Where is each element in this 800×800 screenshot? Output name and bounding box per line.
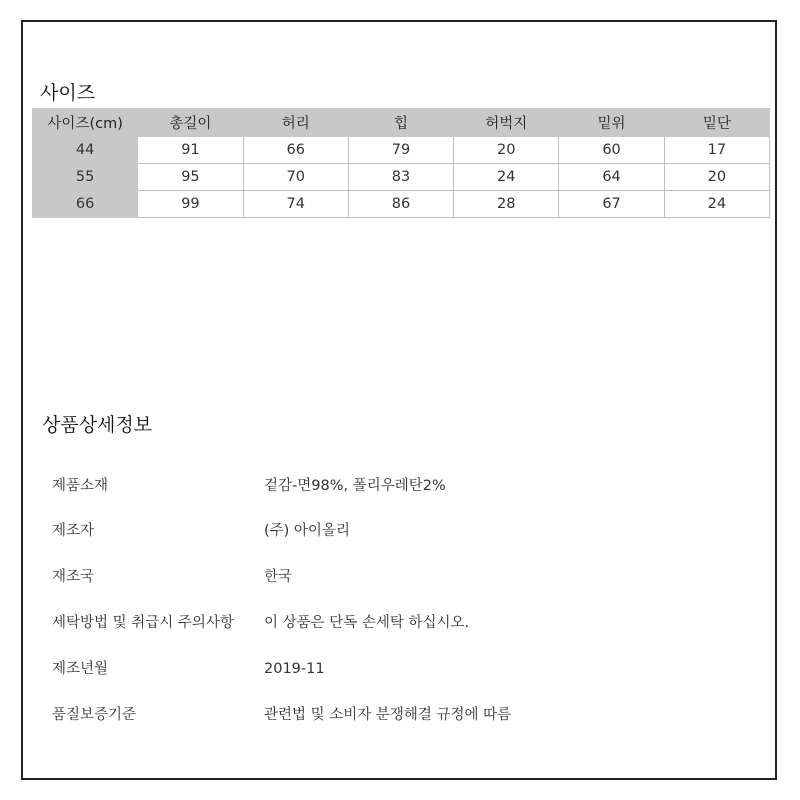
info-label: 제품소재: [52, 478, 109, 494]
table-cell: 74: [243, 191, 348, 218]
table-row: [33, 164, 770, 191]
table-row: [33, 137, 770, 164]
info-row-care: [0, 611, 800, 635]
info-value: 겉감-면98%, 폴리우레탄2%: [264, 478, 446, 494]
table-cell: 24: [664, 191, 769, 218]
table-cell: 20: [454, 137, 559, 164]
table-cell: 64: [559, 164, 664, 191]
table-cell: 66: [243, 137, 348, 164]
size-table: [32, 108, 770, 218]
header-total-length: 총길이: [138, 109, 243, 137]
header-thigh: 허벅지: [454, 109, 559, 137]
table-cell: 17: [664, 137, 769, 164]
size-section-title: 사이즈: [40, 82, 96, 104]
info-value: 관련법 및 소비자 분쟁해결 규정에 따름: [264, 707, 512, 723]
info-value: 한국: [264, 569, 293, 585]
table-cell: 20: [664, 164, 769, 191]
row-size-label: 44: [33, 137, 138, 164]
size-table-header-row: [33, 109, 770, 137]
info-label: 품질보증기준: [52, 707, 137, 723]
table-cell: 95: [138, 164, 243, 191]
info-row-warranty: [0, 703, 800, 727]
header-waist: 허리: [243, 109, 348, 137]
info-label: 재조국: [52, 569, 95, 585]
header-hem: 밑단: [664, 109, 769, 137]
table-cell: 91: [138, 137, 243, 164]
info-label: 세탁방법 및 취급시 주의사항: [52, 615, 234, 631]
header-hip: 힙: [348, 109, 453, 137]
row-size-label: 55: [33, 164, 138, 191]
info-value: (주) 아이올리: [264, 523, 350, 539]
table-cell: 67: [559, 191, 664, 218]
table-cell: 70: [243, 164, 348, 191]
info-row-date: [0, 657, 800, 681]
table-cell: 28: [454, 191, 559, 218]
row-size-label: 66: [33, 191, 138, 218]
header-size: 사이즈(cm): [33, 109, 138, 137]
info-row-material: [0, 474, 800, 498]
info-value: 2019-11: [264, 661, 325, 677]
header-rise: 밑위: [559, 109, 664, 137]
table-cell: 60: [559, 137, 664, 164]
info-row-manufacturer: [0, 519, 800, 543]
table-row: [33, 191, 770, 218]
detail-section-title: 상품상세정보: [42, 414, 153, 436]
table-cell: 99: [138, 191, 243, 218]
info-value: 이 상품은 단독 손세탁 하십시오.: [264, 615, 470, 631]
table-cell: 79: [348, 137, 453, 164]
table-cell: 86: [348, 191, 453, 218]
table-cell: 24: [454, 164, 559, 191]
info-label: 제조년월: [52, 661, 109, 677]
info-row-country: [0, 565, 800, 589]
table-cell: 83: [348, 164, 453, 191]
info-label: 제조자: [52, 523, 95, 539]
